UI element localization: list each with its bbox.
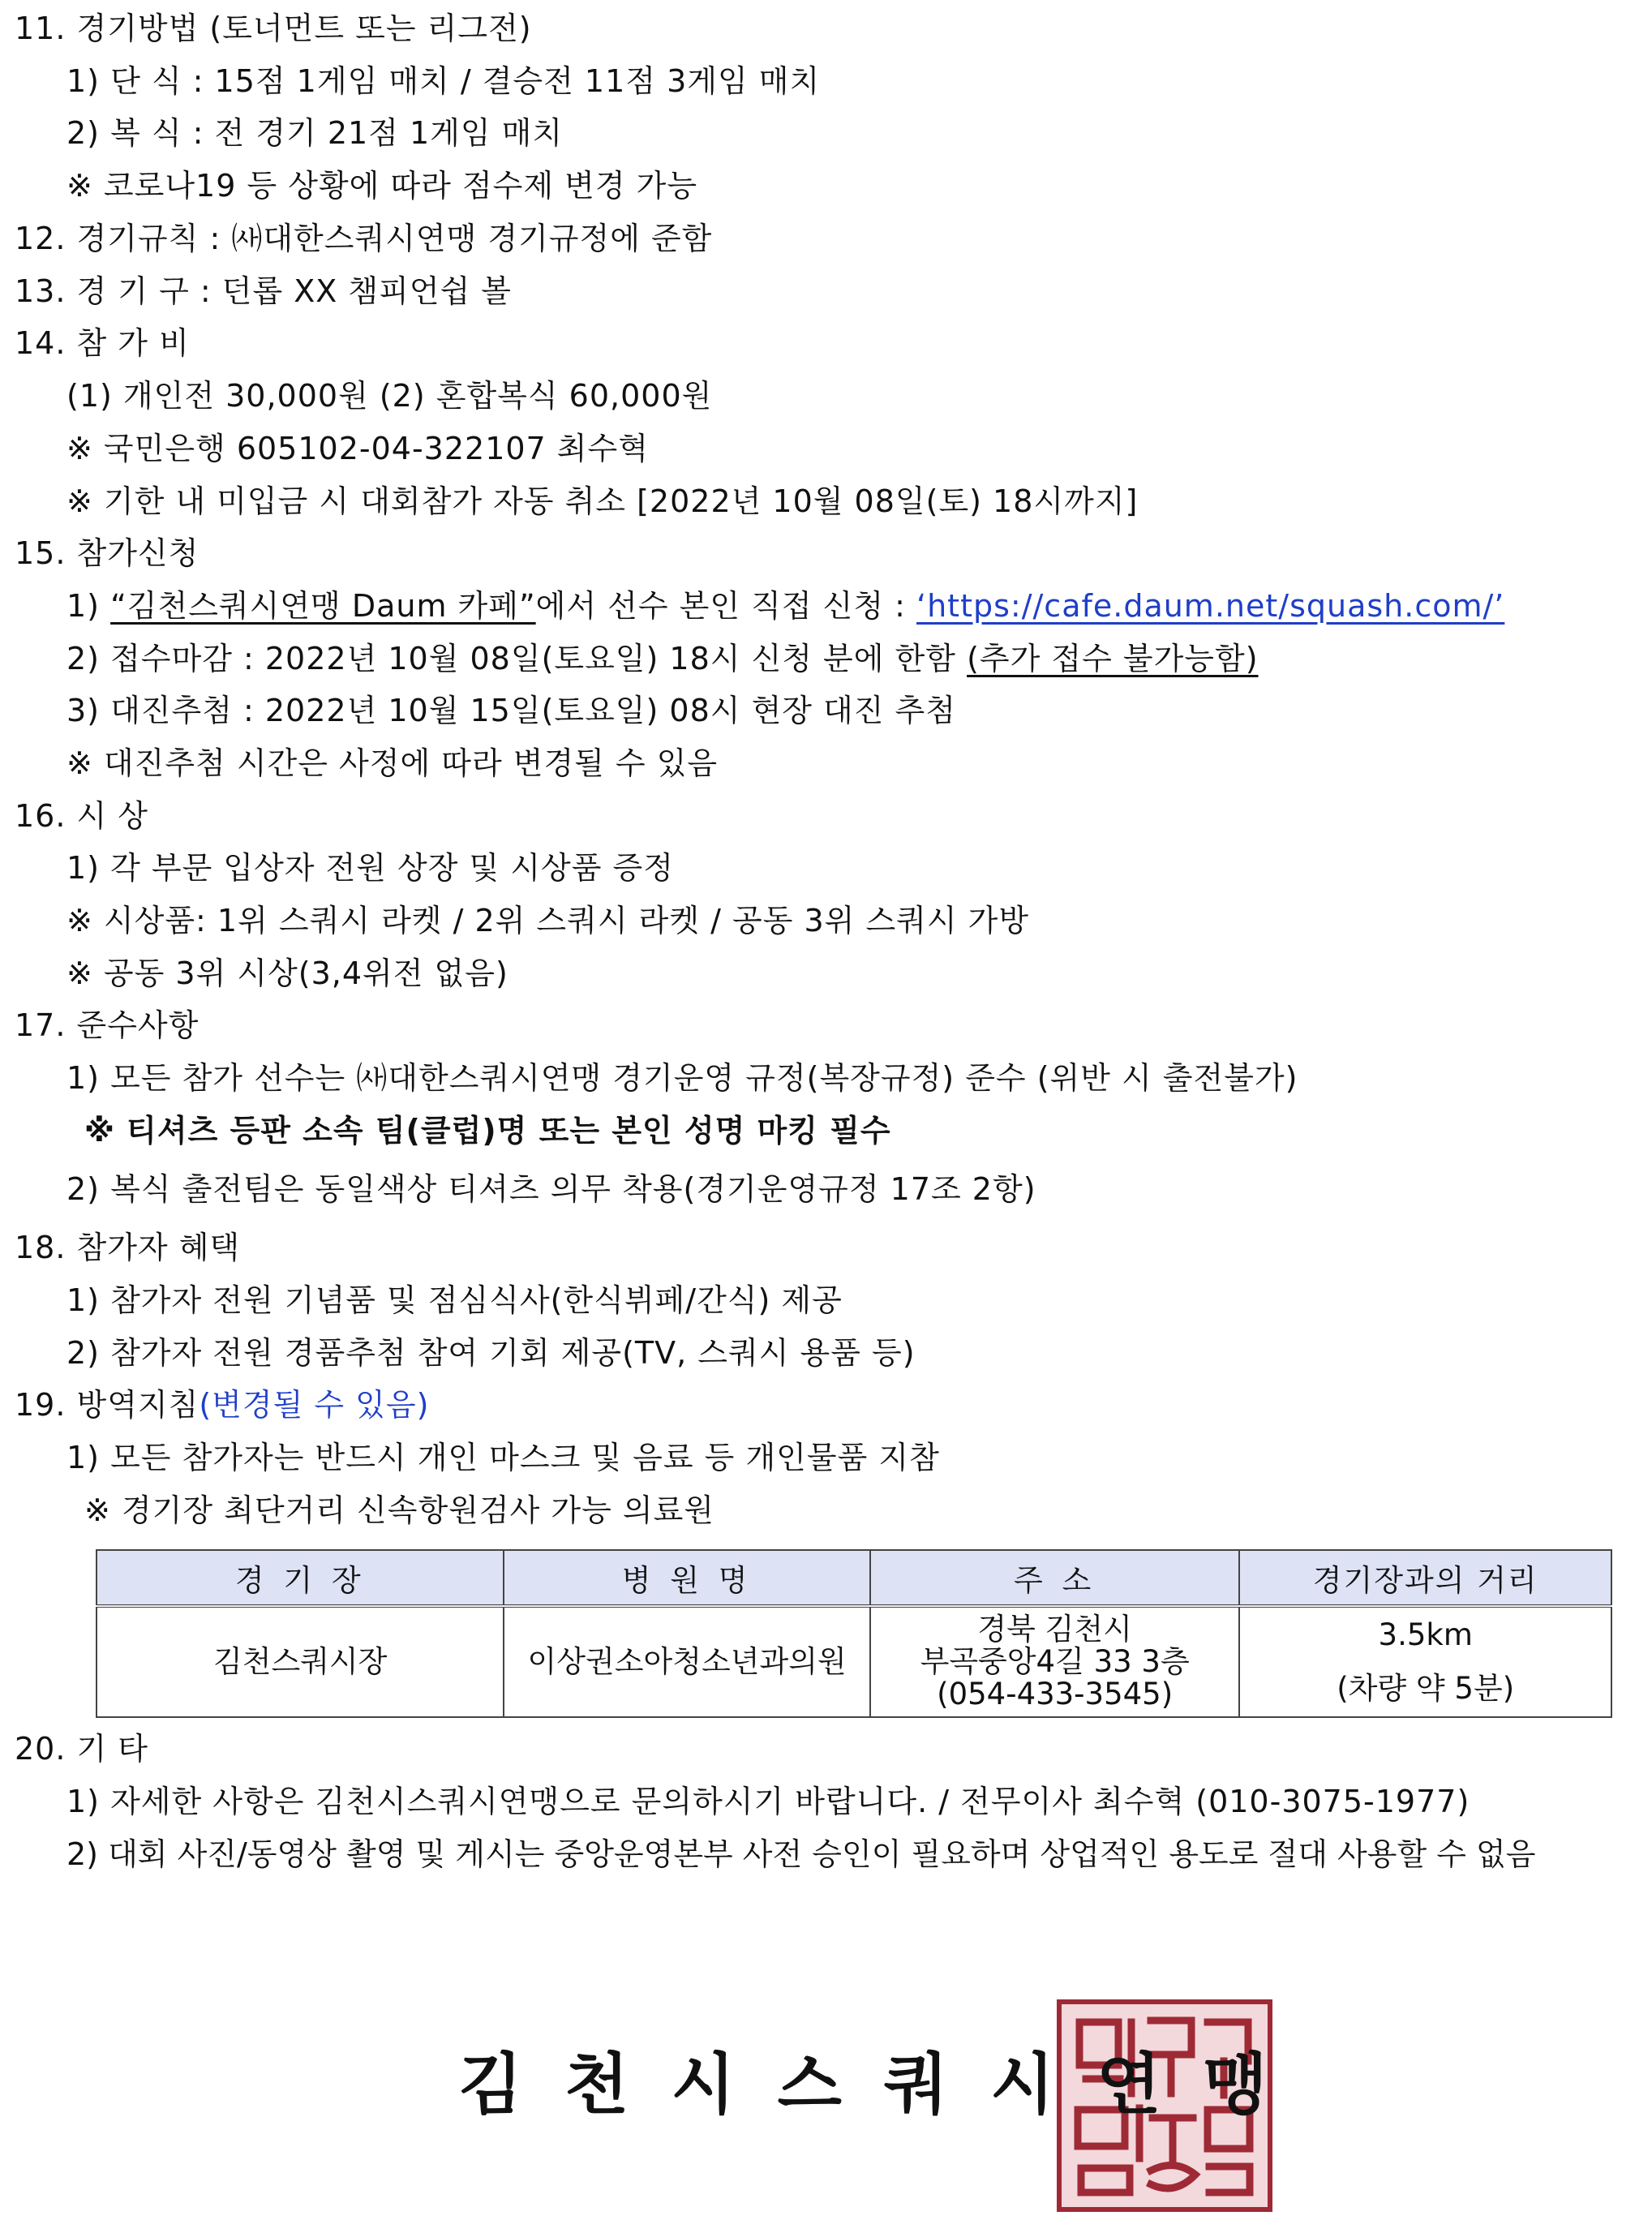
section-17-bold-note: ※ 티셔츠 등판 소속 팀(클럽)명 또는 본인 성명 마킹 필수 — [84, 1113, 891, 1149]
cell-hospital: 이상권소아청소년과의원 — [504, 1606, 869, 1717]
section-19-title-note: (변경될 수 있음) — [199, 1387, 430, 1423]
section-15-item-2 — [67, 634, 1259, 683]
header-hospital: 병 원 명 — [504, 1550, 869, 1606]
section-19-label: 19. 방역지침 — [15, 1387, 200, 1423]
section-19-note: ※ 경기장 최단거리 신속항원검사 가능 의료원 — [84, 1492, 714, 1528]
section-13-label: 13. 경 기 구 — [15, 273, 190, 309]
section-18-item-2: 2) 참가자 전원 경품추첨 참여 기회 제공(TV, 스쿼시 용품 등) — [67, 1335, 916, 1371]
section-11-note: ※ 코로나19 등 상황에 따라 점수제 변경 가능 — [67, 168, 698, 204]
section-12-label: 12. 경기규칙 — [15, 221, 200, 256]
hospital-table — [96, 1549, 1612, 1718]
deadline-note: (추가 접수 불가능함) — [967, 641, 1259, 676]
section-16-item-1: 1) 각 부문 입상자 전원 상장 및 시상품 증정 — [67, 850, 674, 886]
section-15-item-1 — [67, 582, 1504, 630]
section-13 — [15, 267, 512, 316]
section-20-item-2: 2) 대회 사진/동영상 촬영 및 게시는 중앙운영본부 사전 승인이 필요하며 상업적인 용도로 절대 사용할 수 없음 — [67, 1836, 1536, 1872]
section-17-item-2: 2) 복식 출전팀은 동일색상 티셔츠 의무 착용(경기운영규정 17조 2항) — [67, 1171, 1036, 1207]
section-13-text: : 던롭 XX 챔피언쉽 볼 — [189, 273, 513, 309]
header-venue: 경 기 장 — [97, 1550, 504, 1606]
section-18-item-1: 1) 참가자 전원 기념품 및 점심식사(한식뷔페/간식) 제공 — [67, 1282, 843, 1318]
cell-address — [870, 1606, 1240, 1717]
section-15-item-3: 3) 대진추첨 : 2022년 10월 15일(토요일) 08시 현장 대진 추첨 — [67, 693, 956, 728]
section-14-fees: (1) 개인전 30,000원 (2) 혼합복식 60,000원 — [67, 378, 713, 414]
section-12 — [15, 214, 712, 263]
section-14-account: ※ 국민은행 605102-04-322107 최수혁 — [67, 431, 649, 466]
organization-name: 김천시스쿼시연맹 — [458, 2046, 1310, 2123]
section-16-prizes: ※ 시상품: 1위 스쿼시 라켓 / 2위 스쿼시 라켓 / 공동 3위 스쿼시 가방 — [67, 903, 1030, 938]
address-line-2: 부곡중앙4길 33 3층 — [920, 1644, 1190, 1679]
section-11-item-2: 2) 복 식 : 전 경기 21점 1게임 매치 — [67, 115, 564, 151]
cell-distance — [1239, 1606, 1611, 1717]
section-17-item-1: 1) 모든 참가 선수는 ㈔대한스쿼시연맹 경기운영 규정(복장규정) 준수 (위반 시 출전불가) — [67, 1060, 1298, 1096]
section-11-item-1: 1) 단 식 : 15점 1게임 매치 / 결승전 11점 3게임 매치 — [67, 63, 821, 99]
section-20-title: 20. 기 타 — [15, 1731, 149, 1767]
cell-venue: 김천스쿼시장 — [97, 1606, 504, 1717]
table-header-row — [97, 1550, 1611, 1606]
section-19-title — [15, 1381, 429, 1429]
cafe-name: “김천스쿼시연맹 Daum 카페” — [110, 588, 536, 624]
section-19-item-1: 1) 모든 참가자는 반드시 개인 마스크 및 음료 등 개인물품 지참 — [67, 1440, 940, 1475]
distance-value: 3.5km — [1378, 1617, 1473, 1652]
item-1-mid: 에서 선수 본인 직접 신청 : — [535, 588, 917, 624]
deadline-text: 2) 접수마감 : 2022년 10월 08일(토요일) 18시 신청 분에 한함 — [67, 641, 968, 676]
section-14-title: 14. 참 가 비 — [15, 325, 190, 361]
section-18-title: 18. 참가자 혜택 — [15, 1230, 241, 1265]
header-address: 주 소 — [870, 1550, 1240, 1606]
address-line-1: 경북 김천시 — [977, 1612, 1132, 1647]
section-17-title: 17. 준수사항 — [15, 1007, 200, 1043]
address-phone: (054-433-3545) — [937, 1677, 1174, 1711]
header-distance: 경기장과의 거리 — [1239, 1550, 1611, 1606]
section-16-note: ※ 공동 3위 시상(3,4위전 없음) — [67, 955, 508, 991]
section-20-item-1: 1) 자세한 사항은 김천시스쿼시연맹으로 문의하시기 바랍니다. / 전무이사 최수혁 (010-3075-1977) — [67, 1784, 1470, 1819]
section-16-title: 16. 시 상 — [15, 798, 149, 834]
section-15-note: ※ 대진추첨 시간은 사정에 따라 변경될 수 있음 — [67, 745, 719, 781]
section-15-title: 15. 참가신청 — [15, 535, 200, 571]
table-row — [97, 1606, 1611, 1717]
section-11-title: 11. 경기방법 (토너먼트 또는 리그전) — [15, 11, 532, 46]
section-12-text: : ㈔대한스쿼시연맹 경기규정에 준함 — [199, 221, 713, 256]
cafe-url-link[interactable]: ‘https://cafe.daum.net/squash.com/’ — [916, 588, 1505, 624]
item-1-prefix: 1) — [67, 588, 111, 624]
section-14-deadline-note: ※ 기한 내 미입금 시 대회참가 자동 취소 [2022년 10월 08일(토) 18시까지] — [67, 483, 1139, 519]
distance-time: (차량 약 5분) — [1337, 1671, 1515, 1706]
